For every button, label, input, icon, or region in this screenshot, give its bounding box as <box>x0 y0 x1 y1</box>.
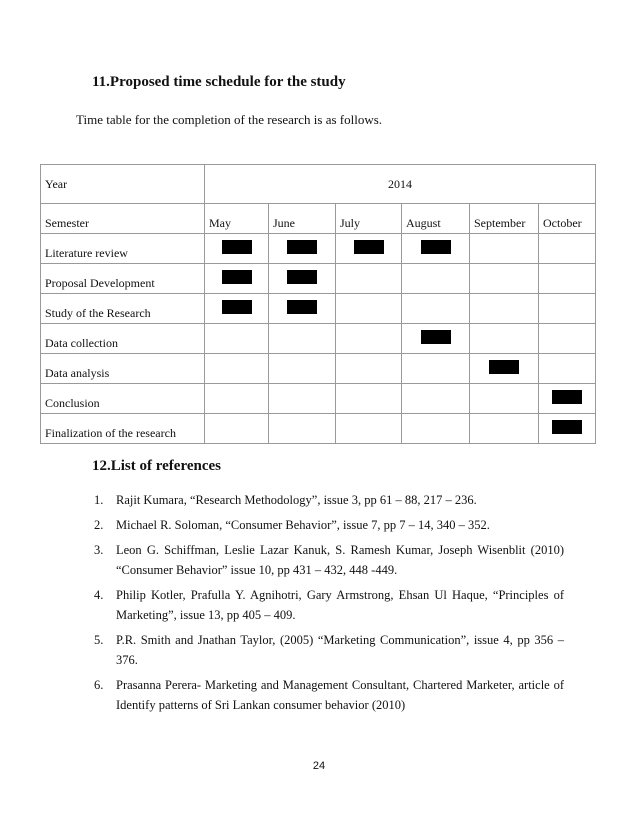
scheduled-bar <box>222 240 252 254</box>
schedule-cell <box>269 264 336 294</box>
month-header: September <box>470 204 539 234</box>
schedule-cell <box>336 294 402 324</box>
scheduled-bar <box>552 390 582 404</box>
scheduled-bar <box>421 240 451 254</box>
scheduled-bar <box>287 270 317 284</box>
schedule-cell <box>205 354 269 384</box>
schedule-cell <box>336 264 402 294</box>
year-label: Year <box>41 165 205 204</box>
schedule-cell <box>336 324 402 354</box>
reference-item <box>94 490 564 510</box>
scheduled-bar <box>222 300 252 314</box>
schedule-cell <box>402 354 470 384</box>
scheduled-bar <box>287 240 317 254</box>
scheduled-bar <box>222 270 252 284</box>
scheduled-bar <box>354 240 384 254</box>
time-schedule-table <box>40 164 596 444</box>
schedule-cell <box>269 414 336 444</box>
month-header: July <box>336 204 402 234</box>
schedule-cell <box>205 234 269 264</box>
schedule-cell <box>402 324 470 354</box>
schedule-cell <box>402 264 470 294</box>
schedule-cell <box>539 264 596 294</box>
schedule-cell <box>470 414 539 444</box>
schedule-cell <box>402 384 470 414</box>
schedule-cell <box>402 234 470 264</box>
schedule-cell <box>336 354 402 384</box>
activity-row <box>41 294 596 324</box>
schedule-cell <box>336 414 402 444</box>
activity-label: Data collection <box>41 324 205 354</box>
activity-label: Literature review <box>41 234 205 264</box>
schedule-cell <box>539 354 596 384</box>
activity-row <box>41 414 596 444</box>
activity-label: Finalization of the research <box>41 414 205 444</box>
reference-text: Michael R. Soloman, “Consumer Behavior”, issue 7, pp 7 – 14, 340 – 352. <box>116 518 490 532</box>
year-row <box>41 165 596 204</box>
schedule-cell <box>336 234 402 264</box>
activity-row <box>41 354 596 384</box>
reference-number: 1. <box>94 493 104 507</box>
schedule-cell <box>470 324 539 354</box>
schedule-cell <box>269 384 336 414</box>
schedule-cell <box>205 414 269 444</box>
scheduled-bar <box>489 360 519 374</box>
month-header: May <box>205 204 269 234</box>
schedule-cell <box>269 354 336 384</box>
reference-item <box>94 540 564 580</box>
schedule-cell <box>470 354 539 384</box>
activity-row <box>41 324 596 354</box>
reference-item <box>94 585 564 625</box>
scheduled-bar <box>287 300 317 314</box>
activity-label: Conclusion <box>41 384 205 414</box>
schedule-cell <box>336 384 402 414</box>
activity-row <box>41 234 596 264</box>
month-header: October <box>539 204 596 234</box>
reference-number: 6. <box>94 678 104 692</box>
schedule-cell <box>539 324 596 354</box>
month-header: August <box>402 204 470 234</box>
references-list <box>94 490 564 720</box>
schedule-intro-text: Time table for the completion of the research is as follows. <box>76 112 383 127</box>
schedule-cell <box>470 294 539 324</box>
reference-text: Prasanna Perera- Marketing and Management Consultant, Chartered Marketer, article of Identify patterns of Sri Lankan consumer behavior (2010) <box>116 678 564 712</box>
schedule-cell <box>205 294 269 324</box>
reference-text: Philip Kotler, Prafulla Y. Agnihotri, Gary Armstrong, Ehsan Ul Haque, “Principles of Marketing”, issue 13, pp 405 – 409. <box>116 588 564 622</box>
schedule-cell <box>205 264 269 294</box>
schedule-cell <box>470 234 539 264</box>
reference-item <box>94 675 564 715</box>
schedule-cell <box>539 384 596 414</box>
scheduled-bar <box>552 420 582 434</box>
schedule-cell <box>205 324 269 354</box>
schedule-cell <box>269 234 336 264</box>
activity-label: Proposal Development <box>41 264 205 294</box>
reference-number: 3. <box>94 543 104 557</box>
schedule-cell <box>539 414 596 444</box>
activity-label: Data analysis <box>41 354 205 384</box>
scheduled-bar <box>421 330 451 344</box>
activity-row <box>41 384 596 414</box>
schedule-cell <box>402 294 470 324</box>
activity-row <box>41 264 596 294</box>
schedule-cell <box>205 384 269 414</box>
schedule-cell <box>269 324 336 354</box>
reference-item <box>94 630 564 670</box>
month-header: June <box>269 204 336 234</box>
schedule-cell <box>539 234 596 264</box>
schedule-cell <box>269 294 336 324</box>
year-value: 2014 <box>205 165 596 204</box>
semester-row <box>41 204 596 234</box>
semester-label: Semester <box>41 204 205 234</box>
reference-text: Rajit Kumara, “Research Methodology”, issue 3, pp 61 – 88, 217 – 236. <box>116 493 477 507</box>
section-11-heading: 11.Proposed time schedule for the study <box>92 74 346 90</box>
page-number: 24 <box>312 760 326 772</box>
schedule-cell <box>470 264 539 294</box>
schedule-cell <box>402 414 470 444</box>
schedule-cell <box>539 294 596 324</box>
reference-item <box>94 515 564 535</box>
schedule-cell <box>470 384 539 414</box>
reference-number: 5. <box>94 633 104 647</box>
section-12-heading: 12.List of references <box>92 458 221 474</box>
reference-text: P.R. Smith and Jnathan Taylor, (2005) “Marketing Communication”, issue 4, pp 356 – 376. <box>116 633 564 667</box>
activity-label: Study of the Research <box>41 294 205 324</box>
reference-number: 4. <box>94 588 104 602</box>
reference-number: 2. <box>94 518 104 532</box>
reference-text: Leon G. Schiffman, Leslie Lazar Kanuk, S. Ramesh Kumar, Joseph Wisenblit (2010) “Consumer Behavior” issue 10, pp 431 – 432, 448 -449. <box>116 543 564 577</box>
